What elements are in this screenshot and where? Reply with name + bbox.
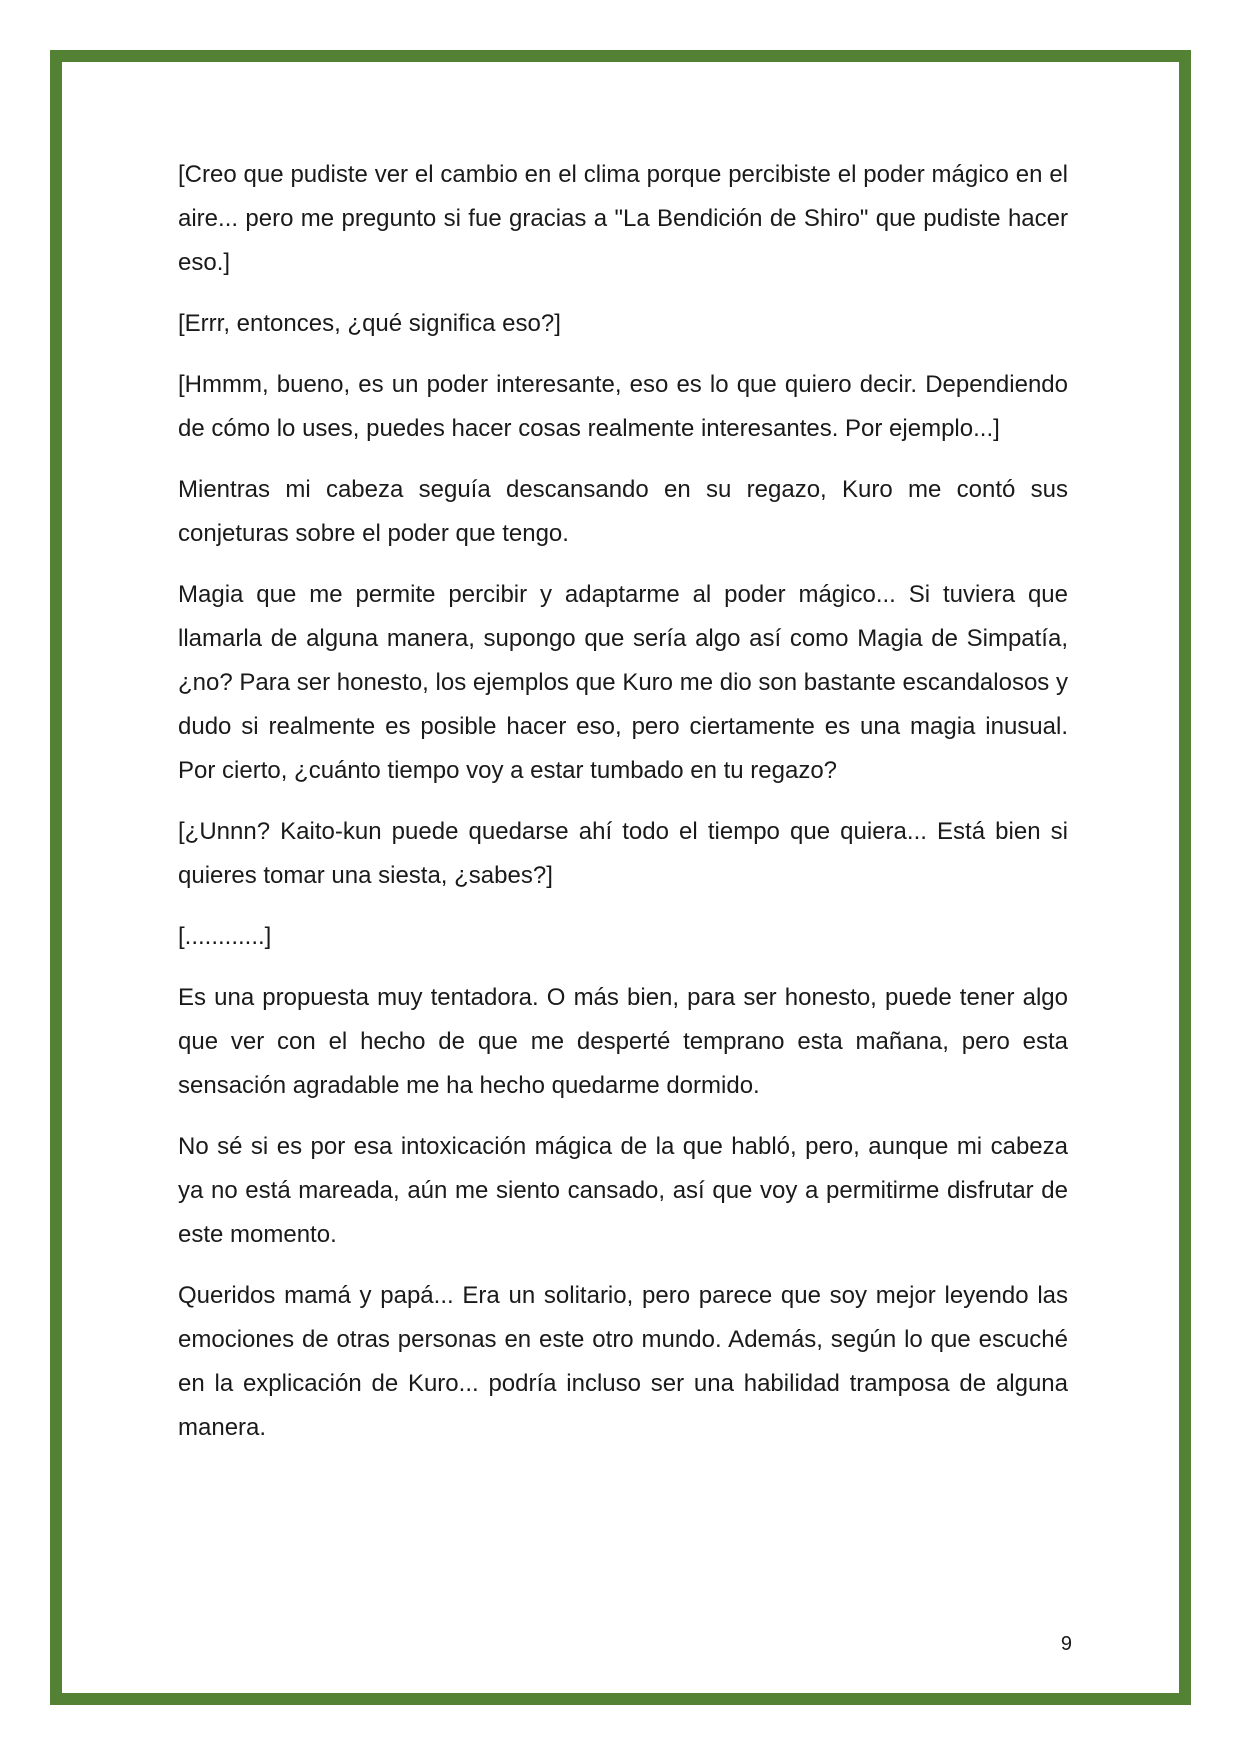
body-text	[178, 153, 1068, 1467]
paragraph-5: Magia que me permite percibir y adaptarme al poder mágico... Si tuviera que llamarla de alguna manera, supongo que sería algo así como Magia de Simpatía, ¿no? Para ser honesto, los ejemplos que Kuro me dio son bastante escandalosos y dudo si realmente es posible hacer eso, pero ciertamente es una magia inusual. Por cierto, ¿cuánto tiempo voy a estar tumbado en tu regazo?	[178, 581, 1068, 784]
paragraph-9: No sé si es por esa intoxicación mágica de la que habló, pero, aunque mi cabeza ya no está mareada, aún me siento cansado, así que voy a permitirme disfrutar de este momento.	[178, 1133, 1068, 1248]
paragraph-10: Queridos mamá y papá... Era un solitario, pero parece que soy mejor leyendo las emociones de otras personas en este otro mundo. Además, según lo que escuché en la explicación de Kuro... podría incluso ser una habilidad tramposa de alguna manera.	[178, 1282, 1068, 1441]
page-number: 9	[1060, 1633, 1072, 1655]
paragraph-4: Mientras mi cabeza seguía descansando en su regazo, Kuro me contó sus conjeturas sobre el poder que tengo.	[178, 476, 1068, 547]
paragraph-7: [............]	[178, 923, 272, 950]
paragraph-8: Es una propuesta muy tentadora. O más bien, para ser honesto, puede tener algo que ver con el hecho de que me desperté temprano esta mañana, pero esta sensación agradable me ha hecho quedarme dormido.	[178, 984, 1068, 1099]
paragraph-1: [Creo que pudiste ver el cambio en el clima porque percibiste el poder mágico en el aire... pero me pregunto si fue gracias a "La Bendición de Shiro" que pudiste hacer eso.]	[178, 161, 1068, 276]
paragraph-6: [¿Unnn? Kaito-kun puede quedarse ahí todo el tiempo que quiera... Está bien si quieres tomar una siesta, ¿sabes?]	[178, 818, 1068, 889]
paragraph-2: [Errr, entonces, ¿qué significa eso?]	[178, 310, 561, 337]
paragraph-3: [Hmmm, bueno, es un poder interesante, eso es lo que quiero decir. Dependiendo de cómo lo uses, puedes hacer cosas realmente interesantes. Por ejemplo...]	[178, 371, 1068, 442]
